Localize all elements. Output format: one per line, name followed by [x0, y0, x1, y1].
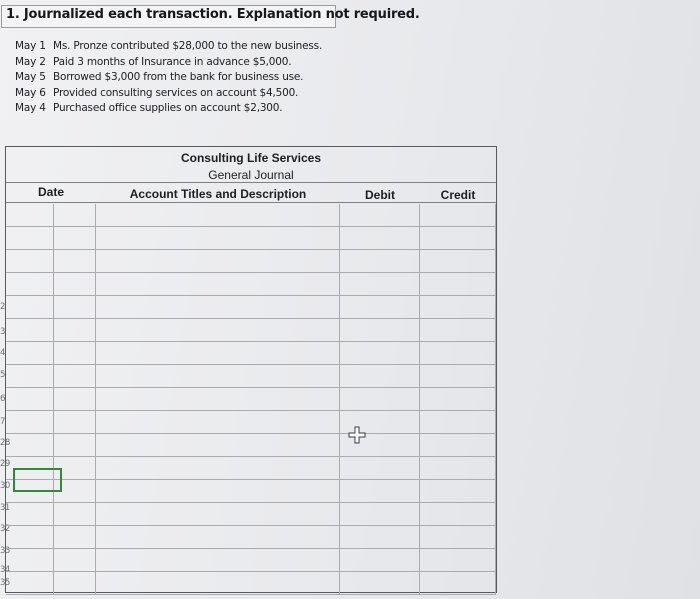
selected-cell[interactable] [13, 468, 62, 492]
account-title-cell[interactable] [96, 250, 340, 273]
credit-cell[interactable] [420, 227, 496, 250]
journal-row [6, 411, 496, 434]
credit-cell[interactable] [420, 411, 496, 434]
date-day-cell[interactable] [54, 388, 96, 411]
column-header-date: Date [37, 185, 64, 199]
row-number[interactable]: 30 [0, 481, 10, 491]
date-day-cell[interactable] [54, 411, 96, 434]
transaction-item [15, 56, 322, 72]
transaction-item [15, 71, 322, 87]
account-title-cell[interactable] [96, 549, 340, 572]
row-number[interactable]: 35 [0, 578, 10, 588]
row-number[interactable]: 6 [0, 394, 5, 404]
date-day-cell[interactable] [54, 526, 96, 549]
row-number[interactable]: 32 [0, 524, 10, 534]
date-month-cell[interactable] [6, 342, 54, 365]
transaction-text: Borrowed $3,000 from the bank for business use. [53, 71, 304, 84]
debit-cell[interactable] [340, 549, 420, 572]
credit-cell[interactable] [420, 572, 496, 595]
journal-row [6, 480, 496, 503]
credit-cell[interactable] [420, 480, 496, 503]
transaction-list [15, 40, 322, 118]
debit-cell[interactable] [340, 388, 420, 411]
journal-row [6, 273, 496, 296]
journal-row [6, 457, 496, 480]
date-month-cell[interactable] [6, 365, 54, 388]
date-month-cell[interactable] [6, 273, 54, 296]
header-divider [6, 182, 496, 183]
account-title-cell[interactable] [96, 457, 340, 480]
date-day-cell[interactable] [54, 227, 96, 250]
row-number[interactable]: 2 [0, 302, 5, 312]
journal-row [6, 296, 496, 319]
debit-cell[interactable] [340, 526, 420, 549]
journal-row [6, 204, 496, 227]
debit-cell[interactable] [340, 227, 420, 250]
credit-cell[interactable] [420, 434, 496, 457]
journal-row [6, 365, 496, 388]
date-day-cell[interactable] [54, 319, 96, 342]
transaction-date: May 4 [15, 102, 46, 115]
row-number[interactable]: 31 [0, 503, 10, 513]
date-month-cell[interactable] [6, 319, 54, 342]
debit-cell[interactable] [340, 457, 420, 480]
debit-cell[interactable] [340, 204, 420, 227]
transaction-text: Paid 3 months of Insurance in advance $5,000. [53, 55, 292, 68]
transaction-item [15, 102, 322, 118]
account-title-cell[interactable] [96, 342, 340, 365]
header-divider [6, 202, 496, 203]
row-number[interactable]: 4 [0, 348, 5, 358]
journal-row [6, 549, 496, 572]
journal-row [6, 526, 496, 549]
date-day-cell[interactable] [54, 365, 96, 388]
date-day-cell[interactable] [54, 549, 96, 572]
date-month-cell[interactable] [6, 250, 54, 273]
debit-cell[interactable] [340, 365, 420, 388]
date-month-cell[interactable] [6, 503, 54, 526]
date-day-cell[interactable] [54, 273, 96, 296]
date-month-cell[interactable] [6, 227, 54, 250]
transaction-text: Purchased office supplies on account $2,300. [53, 102, 283, 115]
transaction-item [15, 40, 322, 56]
journal-title: General Journal [208, 168, 294, 182]
journal-row [6, 572, 496, 595]
debit-cell[interactable] [340, 250, 420, 273]
column-header-debit: Debit [365, 188, 395, 202]
journal-row [6, 250, 496, 273]
date-month-cell[interactable] [6, 526, 54, 549]
journal-row [6, 342, 496, 365]
debit-cell[interactable] [340, 342, 420, 365]
date-month-cell[interactable] [6, 388, 54, 411]
credit-cell[interactable] [420, 342, 496, 365]
question-heading: 1. Journalized each transaction. Explanation not required. [6, 7, 420, 22]
column-header-credit: Credit [440, 188, 476, 202]
debit-cell[interactable] [340, 503, 420, 526]
row-number[interactable]: 7 [0, 417, 5, 427]
journal-header [6, 147, 496, 204]
account-title-cell[interactable] [96, 204, 340, 227]
date-day-cell[interactable] [54, 434, 96, 457]
account-title-cell[interactable] [96, 411, 340, 434]
date-month-cell[interactable] [6, 549, 54, 572]
row-number[interactable]: 3 [0, 327, 5, 337]
credit-cell[interactable] [420, 204, 496, 227]
debit-cell[interactable] [340, 319, 420, 342]
account-title-cell[interactable] [96, 296, 340, 319]
transaction-text: Ms. Pronze contributed $28,000 to the new business. [53, 40, 323, 52]
transaction-date: May 1 [15, 40, 46, 52]
account-title-cell[interactable] [96, 319, 340, 342]
credit-cell[interactable] [420, 503, 496, 526]
credit-cell[interactable] [420, 365, 496, 388]
credit-cell[interactable] [420, 526, 496, 549]
date-month-cell[interactable] [6, 296, 54, 319]
transaction-date: May 5 [15, 71, 46, 84]
account-title-cell[interactable] [96, 526, 340, 549]
date-day-cell[interactable] [54, 296, 96, 319]
date-month-cell[interactable] [6, 411, 54, 434]
crosshair-plus-cursor-icon [348, 426, 366, 444]
question-heading-cell[interactable] [1, 5, 420, 28]
account-title-cell[interactable] [96, 365, 340, 388]
account-title-cell[interactable] [96, 572, 340, 595]
date-day-cell[interactable] [54, 503, 96, 526]
account-title-cell[interactable] [96, 480, 340, 503]
date-day-cell[interactable] [54, 204, 96, 227]
credit-cell[interactable] [420, 296, 496, 319]
account-title-cell[interactable] [96, 434, 340, 457]
journal-row [6, 388, 496, 411]
general-journal-table [5, 146, 497, 593]
debit-cell[interactable] [340, 572, 420, 595]
journal-grid [6, 204, 496, 592]
row-number[interactable]: 5 [0, 370, 5, 380]
date-day-cell[interactable] [54, 342, 96, 365]
journal-row [6, 434, 496, 457]
date-month-cell[interactable] [6, 572, 54, 595]
date-month-cell[interactable] [6, 434, 54, 457]
transaction-date: May 6 [15, 86, 46, 99]
transaction-item [15, 87, 322, 103]
account-title-cell[interactable] [96, 503, 340, 526]
debit-cell[interactable] [340, 480, 420, 503]
row-number[interactable]: 33 [0, 546, 10, 556]
journal-row [6, 503, 496, 526]
row-number[interactable]: 34 [0, 565, 10, 575]
credit-cell[interactable] [420, 250, 496, 273]
credit-cell[interactable] [420, 549, 496, 572]
date-month-cell[interactable] [6, 204, 54, 227]
row-number[interactable]: 29 [0, 459, 10, 469]
debit-cell[interactable] [340, 296, 420, 319]
transaction-text: Provided consulting services on account $4,500. [53, 86, 299, 99]
journal-row [6, 227, 496, 250]
transaction-date: May 2 [15, 55, 46, 68]
debit-cell[interactable] [340, 273, 420, 296]
company-name: Consulting Life Services [180, 151, 322, 165]
account-title-cell[interactable] [96, 388, 340, 411]
account-title-cell[interactable] [96, 227, 340, 250]
date-day-cell[interactable] [54, 572, 96, 595]
account-title-cell[interactable] [96, 273, 340, 296]
row-number[interactable]: 28 [0, 438, 10, 448]
column-header-account: Account Titles and Description [129, 187, 307, 201]
journal-row [6, 319, 496, 342]
credit-cell[interactable] [420, 388, 496, 411]
date-day-cell[interactable] [54, 250, 96, 273]
credit-cell[interactable] [420, 273, 496, 296]
credit-cell[interactable] [420, 319, 496, 342]
credit-cell[interactable] [420, 457, 496, 480]
